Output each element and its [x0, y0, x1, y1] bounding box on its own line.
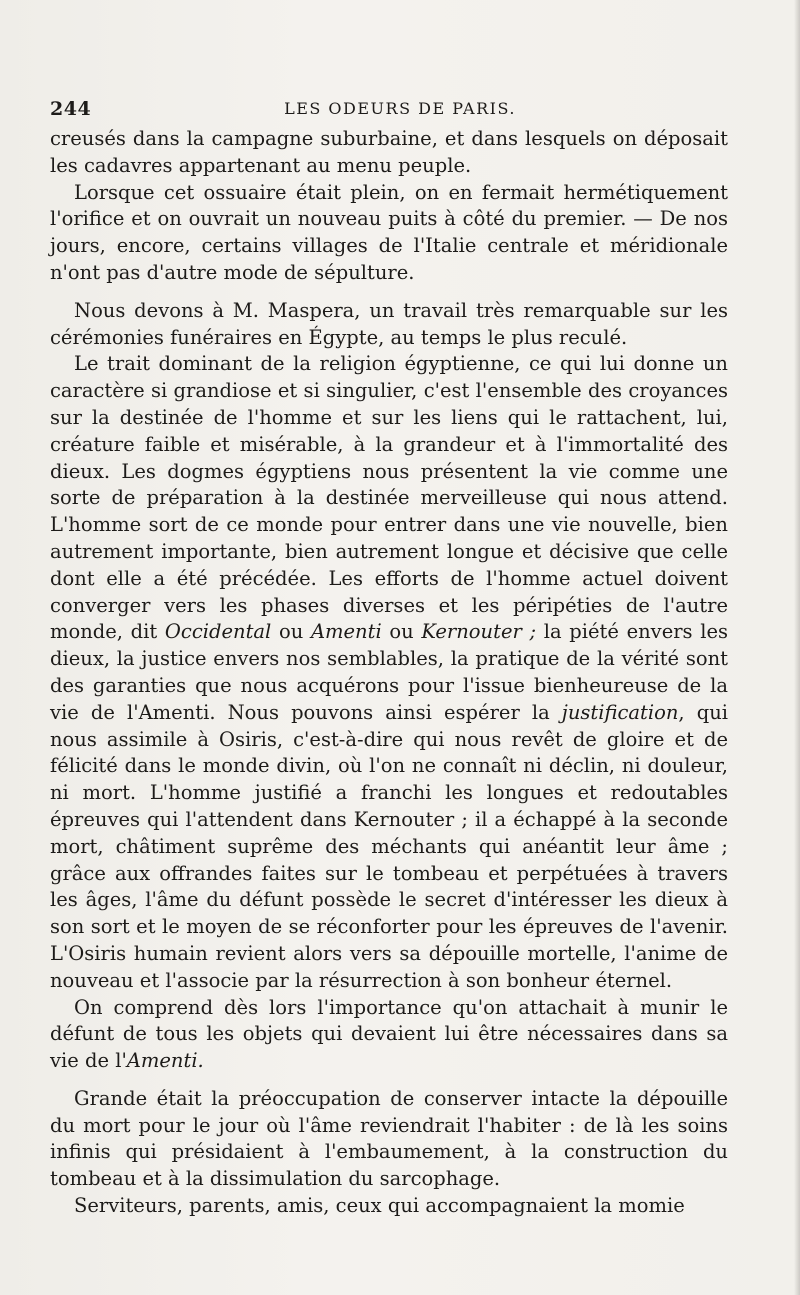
paragraph — [50, 351, 728, 994]
page-edge-shadow — [794, 0, 800, 1295]
running-title: LES ODEURS DE PARIS. — [284, 99, 516, 118]
text-run: On comprend dès lors l'importance qu'on attachait à munir le défunt de tous les objets qui devaient lui être nécessaires dans sa vie de l' — [50, 995, 728, 1073]
text-run: ou — [381, 620, 422, 644]
italic-term: Amenti — [310, 620, 382, 644]
text-run: Le trait dominant de la religion égyptienne, ce qui lui donne un caractère si grandiose et si singulier, c'est l'ensemble des croyances sur la destinée de l'homme et sur les liens qui le rattachent, lui, créature faible et misérable, à la grandeur et à l'immortalité des dieux. Les dogmes égyptiens nous présentent la vie comme une sorte de préparation à la destinée merveilleuse qui nous attend. L'homme sort de ce monde pour entrer dans une vie nouvelle, bien autrement importante, bien autrement longue et décisive que celle dont elle a été précédée. Les efforts de l'homme actuel doivent converger vers les phases diverses et les péripéties de l'autre monde, dit — [50, 352, 728, 644]
paragraph: Nous devons à M. Maspera, un travail très remarquable sur les cérémonies funéraires en Égypte, au temps le plus reculé. — [50, 298, 728, 349]
italic-term: Amenti. — [126, 1049, 204, 1073]
paragraph — [50, 995, 728, 1075]
page-number: 244 — [50, 98, 92, 120]
paragraph-continued: creusés dans la campagne suburbaine, et dans lesquels on déposait les cadavres appartenant au menu peuple. — [50, 127, 728, 177]
paragraph: Serviteurs, parents, amis, ceux qui accompagnaient la momie — [74, 1194, 685, 1218]
paragraph: Lorsque cet ossuaire était plein, on en fermait hermétiquement l'orifice et on ouvrait un nouveau puits à côté du premier. — De nos jours, encore, certains villages de l'Italie centrale et méridionale n'ont pas d'autre mode de sépulture. — [50, 180, 728, 284]
paragraph: Grande était la préoccupation de conserver intacte la dépouille du mort pour le jour où l'âme reviendrait l'habiter : de là les soins infinis qui présidaient à l'embaumement, à la construction du tombeau et à la dissimulation du sarcophage. — [50, 1086, 728, 1191]
italic-term: Occidental — [164, 620, 272, 644]
page-header — [50, 98, 728, 122]
text-run: ou — [271, 620, 311, 644]
body-text — [50, 126, 728, 1220]
italic-term: Kernouter ; — [421, 620, 537, 644]
text-run: la piété envers les dieux, la justice envers nos semblables, la pratique de la vérité sont des garanties que nous acquérons pour l'issue bienheureuse de la vie de l'Amenti. Nous pouvons ainsi espérer la — [50, 620, 729, 724]
text-run: , qui nous assimile à Osiris, c'est-à-dire qui nous revêt de gloire et de félicité dans le monde divin, où l'on ne connaît ni déclin, ni douleur, ni mort. L'homme justifié a franchi les longues et redoutables épreuves qui l'attendent dans Kernouter ; il a échappé à la seconde mort, châtiment suprême des méchants qui anéantit leur âme ; grâce aux offrandes faites sur le tombeau et perpétuées à travers les âges, l'âme du défunt possède le secret d'intéresser les dieux à son sort et le moyen de se réconforter pour les épreuves de l'avenir. L'Osiris humain revient alors vers sa dépouille mortelle, l'anime de nouveau et l'associe par la résurrection à son bonheur éternel. — [50, 700, 728, 992]
italic-term: justification — [561, 700, 679, 724]
